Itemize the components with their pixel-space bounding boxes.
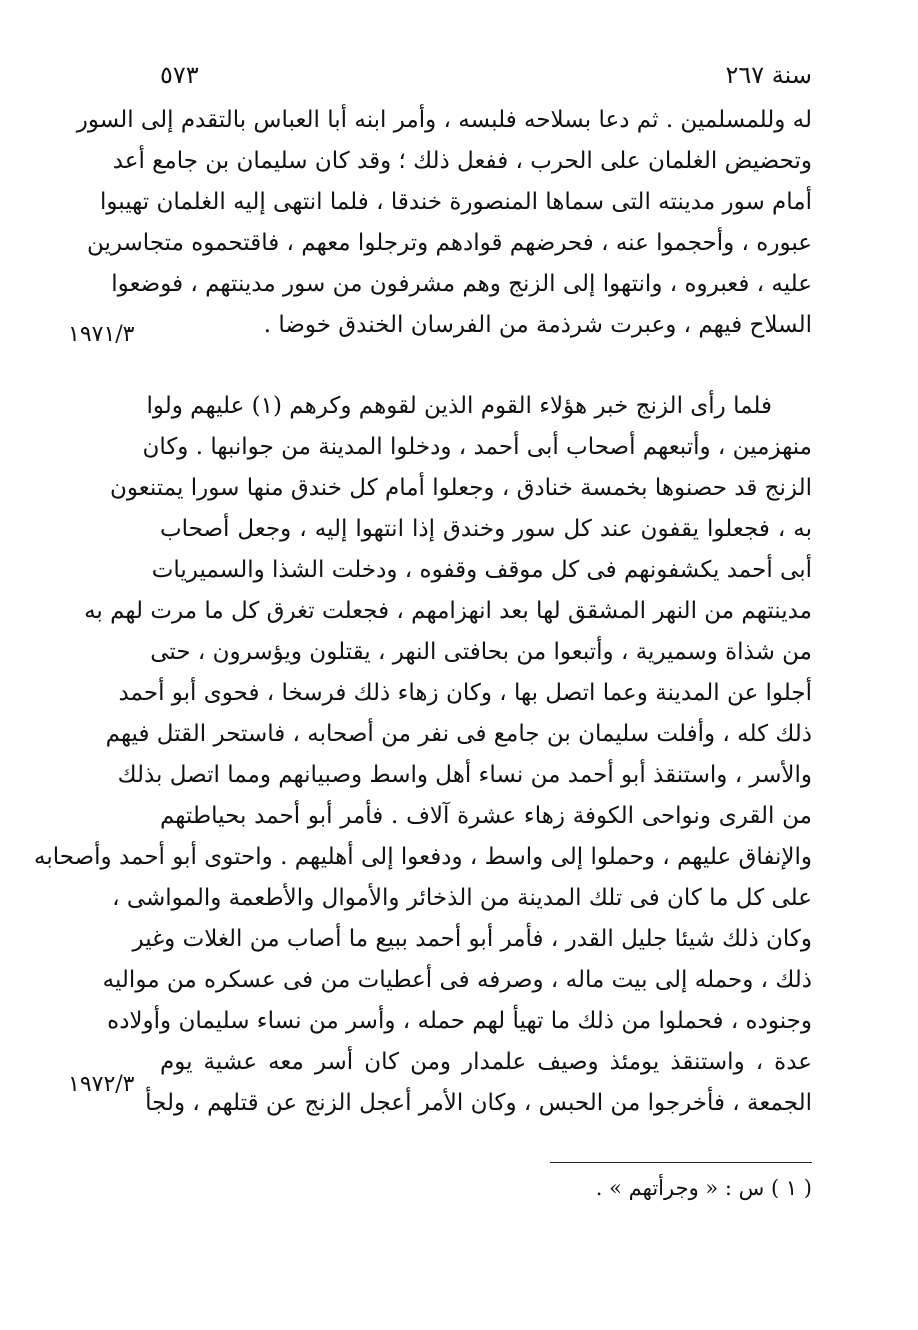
text-line: الزنج قد حصنوها بخمسة خنادق ، وجعلوا أمام كل خندق منها سورا يمتنعون <box>109 475 812 501</box>
year-label: سنة ٢٦٧ <box>725 61 812 89</box>
text-line: وجنوده ، فحملوا من ذلك ما تهيأ لهم حمله ، وأسر من نساء سليمان وأولاده <box>107 1008 812 1034</box>
page-number: ٥٧٣ <box>160 61 199 89</box>
text-line: السلاح فيهم ، وعبرت شرذمة من الفرسان الخندق خوضا . <box>263 312 812 338</box>
text-line: أمام سور مدينته التى سماها المنصورة خندقا ، فلما انتهى إليه الغلمان تهيبوا <box>99 189 812 215</box>
text-line: مدينتهم من النهر المشقق لها بعد انهزامهم ، فجعلت تغرق كل ما مرت لهم به <box>84 598 812 624</box>
text-line: والإنفاق عليهم ، وحملوا إلى واسط ، ودفعوا إلى أهليهم . واحتوى أبو أحمد وأصحابه <box>34 844 812 870</box>
text-line: والأسر ، واستنقذ أبو أحمد من نساء أهل واسط وصبيانهم ومما اتصل بذلك <box>117 762 812 788</box>
margin-reference: ١٩٧٢/٣ <box>68 1072 135 1097</box>
text-line: وتحضيض الغلمان على الحرب ، ففعل ذلك ؛ وقد كان سليمان بن جامع أعد <box>112 148 812 174</box>
text-line: ذلك كله ، وأفلت سليمان بن جامع فى نفر من أصحابه ، فاستحر القتل فيهم <box>105 721 812 747</box>
running-head <box>160 55 812 95</box>
text-line: عليه ، فعبروه ، وانتهوا إلى الزنج وهم مشرفون من سور مدينتهم ، فوضعوا <box>111 271 812 297</box>
text-line: وكان ذلك شيئا جليل القدر ، فأمر أبو أحمد ببيع ما أصاب من الغلات وغير <box>132 926 812 952</box>
text-line: له وللمسلمين . ثم دعا بسلاحه فلبسه ، وأمر ابنه أبا العباس بالتقدم إلى السور <box>76 107 812 133</box>
text-line: الجمعة ، فأخرجوا من الحبس ، وكان الأمر أعجل الزنج عن قتلهم ، ولجأ <box>145 1090 812 1116</box>
text-line: على كل ما كان فى تلك المدينة من الذخائر والأموال والأطعمة والمواشى ، <box>112 885 812 911</box>
text-line: به ، فجعلوا يقفون عند كل سور وخندق إذا انتهوا إليه ، وجعل أصحاب <box>160 516 812 542</box>
text-line: عبوره ، وأحجموا عنه ، فحرضهم قوادهم وترجلوا معهم ، فاقتحموه متجاسرين <box>86 230 812 256</box>
text-line: من القرى ونواحى الكوفة زهاء عشرة آلاف . فأمر أبو أحمد بحياطتهم <box>160 803 812 829</box>
text-line: ذلك ، وحمله إلى بيت ماله ، وصرفه فى أعطيات من فى عسكره من مواليه <box>102 967 812 993</box>
text-line: منهزمين ، وأتبعهم أصحاب أبى أحمد ، ودخلوا المدينة من جوانبها . وكان <box>142 434 812 460</box>
text-line: أجلوا عن المدينة وعما اتصل بها ، وكان زهاء ذلك فرسخا ، فحوى أبو أحمد <box>118 680 812 706</box>
text-line: أبى أحمد يكشفونهم فى كل موقف وقفوه ، ودخلت الشذا والسميريات <box>151 557 812 583</box>
margin-reference: ١٩٧١/٣ <box>68 322 135 347</box>
text-line: عدة ، واستنقذ يومئذ وصيف علمدار ومن كان أسر معه عشية يوم <box>160 1049 812 1075</box>
footnote: ( ١ ) س : « وجرأتهم » . <box>595 1176 812 1200</box>
text-line: من شذاة وسميرية ، وأتبعوا من بحافتى النهر ، يقتلون ويؤسرون ، حتى <box>150 639 812 665</box>
text-line: فلما رأى الزنج خبر هؤلاء القوم الذين لقوهم وكرهم (١) عليهم ولوا <box>146 393 772 419</box>
footnote-divider <box>550 1162 812 1163</box>
